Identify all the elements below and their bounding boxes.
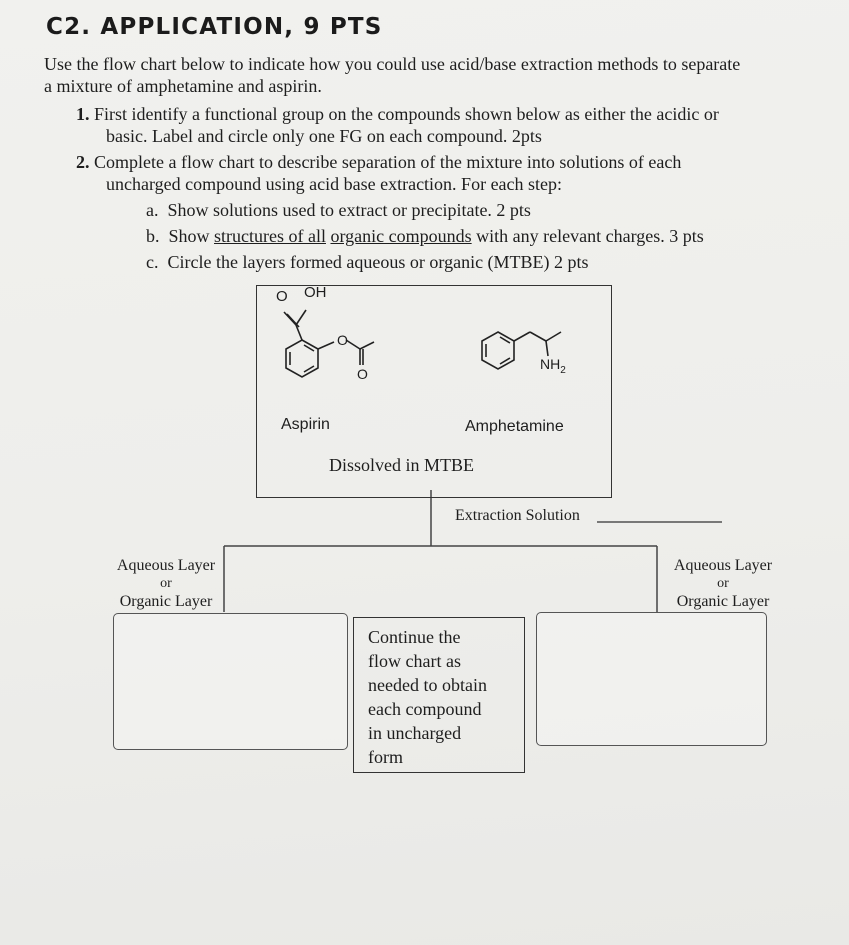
intro-line-1: Use the flow chart below to indicate how you could use acid/base extraction methods to separate	[44, 54, 741, 74]
right-organic: Organic Layer	[676, 593, 770, 610]
carbonyl-o-label: O	[357, 366, 368, 382]
step-1-line-2: basic. Label and circle only one FG on each compound. 2pts	[106, 126, 542, 146]
nh-text: NH	[540, 356, 561, 372]
left-organic: Organic Layer	[119, 593, 213, 610]
extraction-solution-label: Extraction Solution	[455, 507, 580, 524]
nh2-label	[540, 356, 566, 376]
substep-b-underline-2: organic compounds	[330, 226, 472, 246]
substep-c-letter: c.	[146, 252, 159, 272]
step-2-text: Complete a flow chart to describe separation of the mixture into solutions of each	[94, 152, 682, 172]
substep-b-letter: b.	[146, 226, 160, 246]
continue-text	[368, 625, 487, 769]
substep-b-post: with any relevant charges. 3 pts	[471, 226, 704, 246]
ester-o-label: O	[337, 332, 348, 348]
carboxyl-o-label: O	[276, 288, 288, 305]
substep-c-text: Circle the layers formed aqueous or organic (MTBE) 2 pts	[167, 252, 589, 272]
step-2-number: 2.	[76, 152, 90, 172]
continue-line-1: Continue the	[368, 627, 461, 647]
left-aqueous: Aqueous Layer	[116, 557, 216, 574]
continue-line-3: needed to obtain	[368, 675, 487, 695]
continue-line-6: form	[368, 747, 403, 767]
right-layer-label	[665, 557, 781, 611]
substep-a-letter: a.	[146, 200, 159, 220]
intro-line-2: a mixture of amphetamine and aspirin.	[44, 76, 322, 96]
substep-b-pre: Show	[168, 226, 215, 246]
amphetamine-label: Amphetamine	[465, 418, 564, 435]
right-or: or	[717, 576, 729, 591]
step-1-number: 1.	[76, 104, 90, 124]
continue-line-4: each compound	[368, 699, 482, 719]
step-2-line-2: uncharged compound using acid base extraction. For each step:	[106, 174, 563, 194]
dissolved-in-mtbe: Dissolved in MTBE	[329, 455, 475, 475]
oh-label: OH	[304, 284, 327, 301]
substep-b-underline-1: structures of all	[214, 226, 326, 246]
left-layer-label	[108, 557, 224, 611]
left-or: or	[160, 576, 172, 591]
continue-line-2: flow chart as	[368, 651, 461, 671]
substep-a-text: Show solutions used to extract or precipitate. 2 pts	[167, 200, 531, 220]
step-1-text: First identify a functional group on the compounds shown below as either the acidic or	[94, 104, 719, 124]
right-aqueous: Aqueous Layer	[673, 557, 773, 574]
right-layer-answer-box[interactable]	[536, 612, 767, 746]
aspirin-label: Aspirin	[281, 416, 330, 433]
section-title: C2. APPLICATION, 9 PTS	[46, 14, 383, 40]
nh2-subscript: 2	[560, 364, 566, 376]
left-layer-answer-box[interactable]	[113, 613, 348, 750]
continue-line-5: in uncharged	[368, 723, 462, 743]
